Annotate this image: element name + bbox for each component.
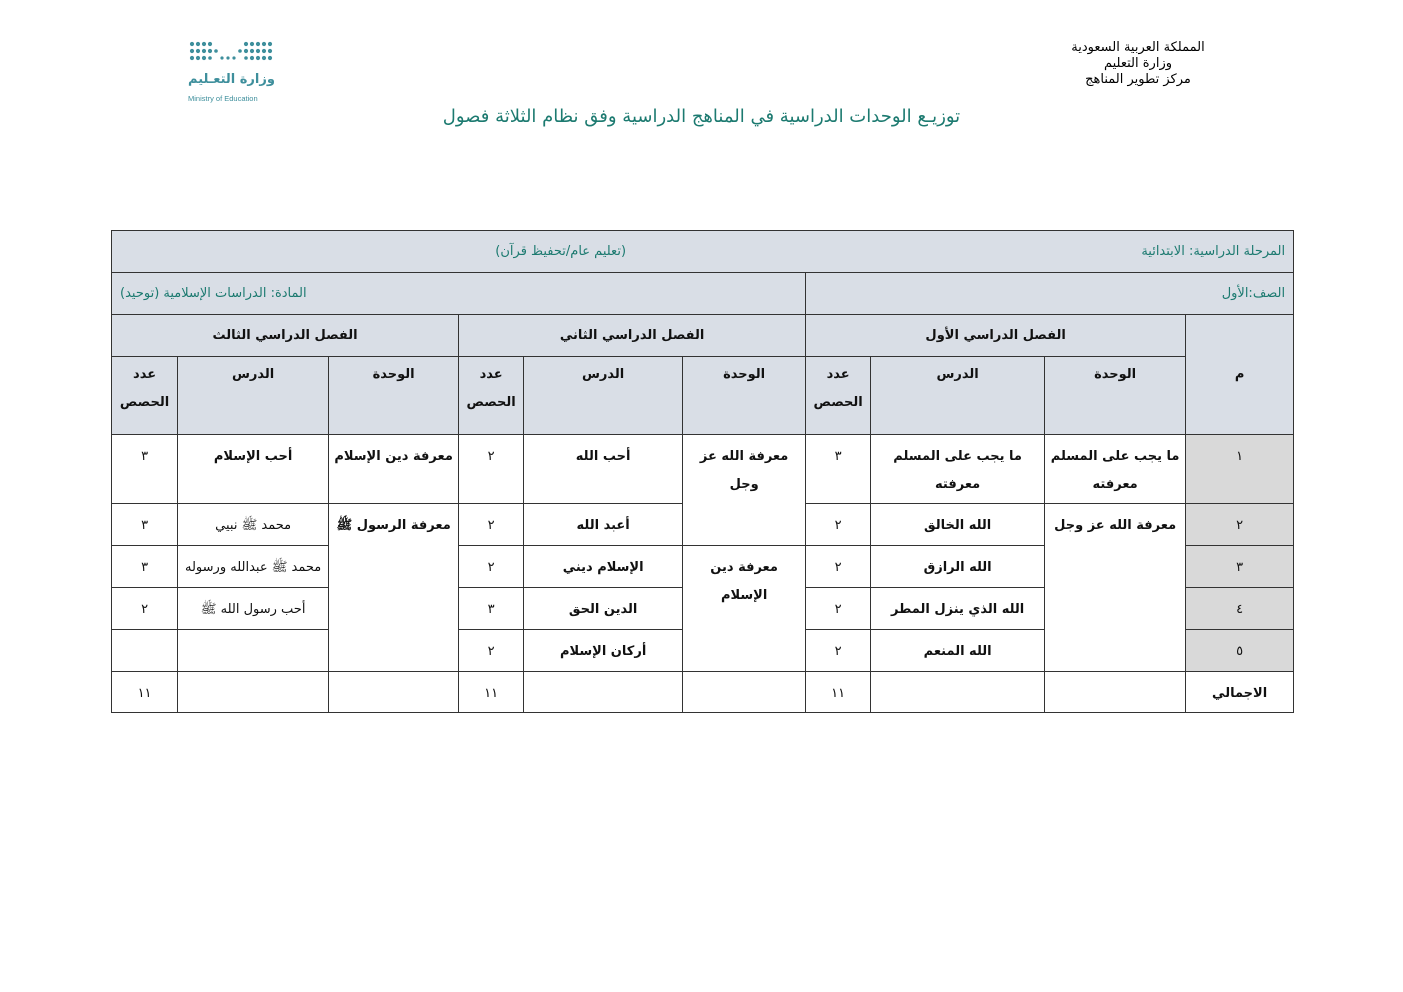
s1-unit-cell: معرفة الله عز وجل <box>1045 504 1186 672</box>
s3-unit-header: الوحدة <box>329 357 459 435</box>
s2-unit-cell: معرفة دين الإسلام <box>683 546 806 672</box>
s1-lesson-cell: الله الخالق <box>871 504 1045 546</box>
semester-3-header: الفصل الدراسي الثالث <box>112 315 459 357</box>
country-name: المملكة العربية السعودية <box>1071 40 1205 55</box>
distribution-table <box>111 230 1294 713</box>
s3-unit-cell: معرفة دين الإسلام <box>329 435 459 504</box>
s2-lesson-header: الدرس <box>524 357 683 435</box>
s3-periods-cell <box>112 630 178 672</box>
s2-periods-cell: ٢ <box>459 546 524 588</box>
s2-lesson-cell: الإسلام ديني <box>524 546 683 588</box>
s3-unit-cell: معرفة الرسول ﷺ <box>329 504 459 672</box>
center-name: مركز تطوير المناهج <box>1085 72 1191 87</box>
s2-periods-cell: ٢ <box>459 630 524 672</box>
s1-total: ١١ <box>806 672 871 713</box>
ministry-header <box>1038 40 1238 88</box>
s3-lesson-cell <box>178 630 329 672</box>
document-title: توزيـع الوحدات الدراسية في المناهج الدراسية وفق نظام الثلاثة فصول <box>442 106 961 127</box>
s3-periods-cell: ٢ <box>112 588 178 630</box>
s2-periods-cell: ٢ <box>459 435 524 504</box>
s3-lesson-cell: محمد ﷺ نبيي <box>178 504 329 546</box>
s2-lesson-cell: الدين الحق <box>524 588 683 630</box>
s3-lesson-header: الدرس <box>178 357 329 435</box>
stage-row <box>112 231 1294 273</box>
s2-unit-header: الوحدة <box>683 357 806 435</box>
s1-periods-cell: ٢ <box>806 504 871 546</box>
s1-periods-cell: ٢ <box>806 588 871 630</box>
s1-periods-cell: ٢ <box>806 546 871 588</box>
grade-subject-row <box>112 273 1294 315</box>
s2-lesson-cell: أركان الإسلام <box>524 630 683 672</box>
s2-periods-header: عدد الحصص <box>459 357 524 435</box>
s3-lesson-cell: أحب رسول الله ﷺ <box>178 588 329 630</box>
grade-label: الصف:الأول <box>806 273 1294 315</box>
column-header-row <box>112 357 1294 435</box>
s1-unit-cell: ما يجب على المسلم معرفته <box>1045 435 1186 504</box>
ministry-name: وزارة التعليم <box>1103 56 1173 71</box>
s2-periods-cell: ٣ <box>459 588 524 630</box>
s2-lesson-cell: أعبد الله <box>524 504 683 546</box>
s1-lesson-cell: الله الذي ينزل المطر <box>871 588 1045 630</box>
logo-english-text: Ministry of Education <box>188 94 258 103</box>
s1-periods-cell: ٢ <box>806 630 871 672</box>
s1-lesson-cell: ما يجب على المسلم معرفته <box>871 435 1045 504</box>
row-number: ٥ <box>1186 630 1294 672</box>
s3-lesson-cell: أحب الإسلام <box>178 435 329 504</box>
stage-label: المرحلة الدراسية: الابتدائية <box>1141 243 1286 259</box>
logo-arabic-text: وزارة التعـليم <box>188 72 275 87</box>
s1-lesson-cell: الله المنعم <box>871 630 1045 672</box>
row-number: ١ <box>1186 435 1294 504</box>
table-row <box>112 435 1294 504</box>
s1-periods-header: عدد الحصص <box>806 357 871 435</box>
s2-unit-cell: معرفة الله عز وجل <box>683 435 806 546</box>
s1-unit-header: الوحدة <box>1045 357 1186 435</box>
s3-periods-cell: ٣ <box>112 546 178 588</box>
semester-2-header: الفصل الدراسي الثاني <box>459 315 806 357</box>
track-label: (تعليم عام/تحفيظ قرآن) <box>495 243 627 259</box>
s2-lesson-cell: أحب الله <box>524 435 683 504</box>
m-header: م <box>1186 315 1294 435</box>
s1-periods-cell: ٣ <box>806 435 871 504</box>
total-row <box>112 672 1294 713</box>
subject-label: المادة: الدراسات الإسلامية (توحيد) <box>112 273 806 315</box>
row-number: ٢ <box>1186 504 1294 546</box>
row-number: ٤ <box>1186 588 1294 630</box>
semester-1-header: الفصل الدراسي الأول <box>806 315 1186 357</box>
ministry-logo <box>186 38 276 108</box>
s3-lesson-cell: محمد ﷺ عبدالله ورسوله <box>178 546 329 588</box>
s3-periods-header: عدد الحصص <box>112 357 178 435</box>
logo-dots-icon <box>186 38 274 68</box>
s1-lesson-header: الدرس <box>871 357 1045 435</box>
semester-header-row <box>112 315 1294 357</box>
row-number: ٣ <box>1186 546 1294 588</box>
s3-total: ١١ <box>112 672 178 713</box>
s3-periods-cell: ٣ <box>112 435 178 504</box>
s2-total: ١١ <box>459 672 524 713</box>
s2-periods-cell: ٢ <box>459 504 524 546</box>
s3-periods-cell: ٣ <box>112 504 178 546</box>
total-label: الاجمالي <box>1186 672 1294 713</box>
s1-lesson-cell: الله الرازق <box>871 546 1045 588</box>
